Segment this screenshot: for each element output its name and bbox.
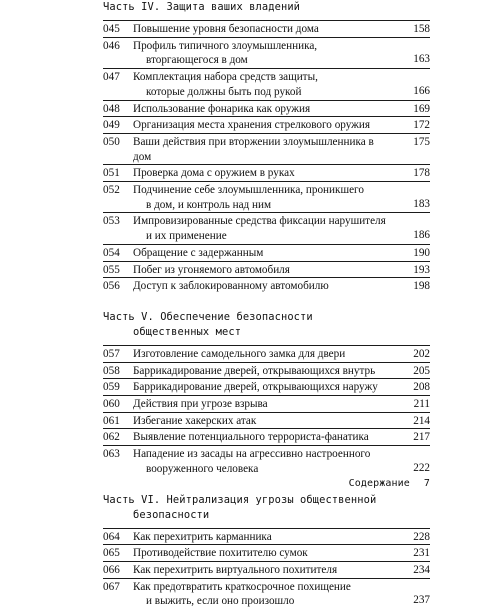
toc-entry	[103, 428, 430, 445]
entry-number: 063	[103, 448, 120, 461]
page-footer	[349, 478, 430, 490]
entry-number: 061	[103, 414, 120, 427]
entry-page-number: 222	[413, 461, 430, 474]
entry-number: 050	[103, 135, 120, 148]
entry-page-number: 228	[413, 530, 430, 543]
entry-title-line: Баррикадирование дверей, открывающихся внутрь	[133, 364, 376, 377]
entry-page-number: 169	[413, 102, 430, 115]
entry-title-line: Как перехитрить карманника	[133, 530, 272, 543]
entry-title-line: Импровизированные средства фиксации нарушителя	[133, 215, 386, 228]
entry-number: 065	[103, 547, 120, 560]
entry-title-line: Баррикадирование дверей, открывающихся наружу	[133, 381, 378, 394]
entry-number: 058	[103, 364, 120, 377]
toc-entry	[103, 528, 430, 545]
footer-page-number: 7	[423, 478, 430, 489]
toc-entry	[103, 100, 430, 117]
part-title-line: Часть IV. Защита ваших владений	[103, 1, 301, 13]
entry-number: 060	[103, 398, 120, 411]
footer-label: Содержание	[348, 478, 410, 489]
entry-title-line: Профиль типичного злоумышленника,	[133, 39, 318, 52]
part-section	[103, 493, 430, 609]
entry-title-line: Выявление потенциального террориста-фанатика	[133, 431, 369, 444]
entry-number: 067	[103, 580, 120, 593]
entry-number: 052	[103, 184, 120, 197]
entry-title-continuation: вооруженного человека	[146, 462, 259, 475]
entry-number: 064	[103, 530, 120, 543]
entry-number: 053	[103, 215, 120, 228]
entry-number: 048	[103, 102, 120, 115]
entry-number: 054	[103, 246, 120, 259]
toc-entry	[103, 445, 430, 476]
entry-title	[133, 562, 392, 578]
entry-title-line: Доступ к заблокированному автомобилю	[133, 280, 329, 293]
toc-entry	[103, 378, 430, 395]
entry-page-number: 193	[413, 263, 430, 276]
entry-title-line: Действия при угрозе взрыва	[133, 398, 268, 411]
entry-title-line: Проверка дома с оружием в руках	[133, 167, 295, 180]
entry-number: 046	[103, 39, 120, 52]
entry-page-number: 186	[413, 229, 430, 242]
entry-number: 051	[103, 167, 120, 180]
entry-title	[133, 396, 392, 412]
toc-entry	[103, 164, 430, 181]
entry-page-number: 166	[413, 84, 430, 97]
entry-number: 049	[103, 119, 120, 132]
entry-title	[133, 134, 392, 164]
entry-title	[133, 529, 392, 545]
part-title	[103, 493, 430, 523]
entry-number: 045	[103, 23, 120, 35]
entry-page-number: 172	[413, 119, 430, 132]
entry-title-line: Как предотвратить краткосрочное похищение	[133, 580, 351, 593]
entry-title	[133, 69, 392, 99]
entry-page-number: 158	[413, 23, 430, 35]
entry-title-line: Противодействие похитителю сумок	[133, 547, 308, 560]
entry-number: 047	[103, 71, 120, 84]
entry-title-continuation: вторгающегося в дом	[146, 54, 248, 67]
entry-title-line: Обращение с задержанным	[133, 246, 264, 259]
entry-title	[133, 101, 392, 117]
entry-title-line: Побег из угоняемого автомобиля	[133, 263, 290, 276]
entry-title-line: Избегание хакерских атак	[133, 414, 257, 427]
entry-title-line: Изготовление самодельного замка для двери	[133, 347, 346, 360]
entry-page-number: 237	[413, 594, 430, 607]
entry-page-number: 178	[413, 167, 430, 180]
toc-entry	[103, 345, 430, 362]
entry-title-continuation: и выжить, если оно произошло	[146, 595, 295, 608]
entry-title-line: Подчинение себе злоумышленника, проникшего	[133, 184, 364, 197]
entry-page-number: 217	[413, 431, 430, 444]
part-title-continuation: общественных мест	[133, 325, 242, 338]
toc-entry	[103, 412, 430, 429]
part-section	[103, 310, 430, 477]
entry-title-continuation: в дом, и контроль над ним	[146, 198, 272, 211]
toc-entry	[103, 561, 430, 578]
toc-entry	[103, 212, 430, 243]
entry-title-continuation: которые должны быть под рукой	[146, 85, 302, 98]
entry-number: 059	[103, 381, 120, 394]
entry-page-number: 234	[413, 563, 430, 576]
entry-title-line: Использование фонарика как оружия	[133, 102, 311, 115]
entry-title-line: Организация места хранения стрелкового оружия	[133, 119, 371, 132]
part-section	[103, 0, 430, 294]
toc-entry	[103, 261, 430, 278]
entry-page-number: 183	[413, 197, 430, 210]
entry-title	[133, 182, 392, 212]
entry-title-line: Ваши действия при вторжении злоумышленника в дом	[133, 135, 374, 163]
toc-entry	[103, 362, 430, 379]
entry-page-number: 231	[413, 547, 430, 560]
entry-page-number: 211	[413, 398, 430, 411]
entry-title	[133, 579, 392, 609]
entry-title	[133, 165, 392, 181]
entry-title	[133, 446, 392, 476]
toc-entry	[103, 116, 430, 133]
entry-title	[133, 363, 392, 379]
entry-title	[133, 429, 392, 445]
entry-page-number: 202	[413, 347, 430, 360]
entry-title-continuation: и их применение	[146, 230, 227, 243]
entry-number: 057	[103, 347, 120, 360]
entry-title	[133, 278, 392, 294]
part-title-line: Часть VI. Нейтрализация угрозы общественной	[103, 493, 377, 506]
entry-title	[133, 379, 392, 395]
part-title	[103, 0, 430, 15]
entry-title	[133, 346, 392, 362]
toc-entry	[103, 544, 430, 561]
entry-title	[133, 413, 392, 429]
toc-entry	[103, 133, 430, 164]
entry-title	[133, 21, 392, 37]
entry-page-number: 190	[413, 246, 430, 259]
entry-title	[133, 545, 392, 561]
entry-page-number: 175	[413, 135, 430, 148]
toc-entry	[103, 244, 430, 261]
part-title-continuation: безопасности	[133, 508, 210, 521]
toc-entry	[103, 277, 430, 294]
entry-number: 055	[103, 263, 120, 276]
entry-page-number: 198	[413, 280, 430, 293]
entry-title	[133, 117, 392, 133]
entry-page-number: 205	[413, 364, 430, 377]
toc-entry	[103, 20, 430, 37]
part-title	[103, 310, 430, 340]
entry-title-line: Повышение уровня безопасности дома	[133, 23, 319, 35]
toc-entry	[103, 181, 430, 212]
entry-page-number: 163	[413, 53, 430, 66]
toc-entry	[103, 395, 430, 412]
entry-page-number: 208	[413, 381, 430, 394]
table-of-contents	[103, 0, 430, 609]
toc-entry	[103, 37, 430, 68]
toc-entry	[103, 578, 430, 609]
entry-number: 062	[103, 431, 120, 444]
entry-title-line: Нападение из засады на агрессивно настроенного	[133, 448, 371, 461]
entry-title-line: Как перехитрить виртуального похитителя	[133, 563, 338, 576]
entry-page-number: 214	[413, 414, 430, 427]
entry-title-line: Комплектация набора средств защиты,	[133, 71, 318, 84]
entry-title	[133, 262, 392, 278]
entry-title	[133, 38, 392, 68]
toc-entry	[103, 68, 430, 99]
entry-number: 056	[103, 280, 120, 293]
part-title-line: Часть V. Обеспечение безопасности	[103, 310, 313, 323]
entry-title	[133, 213, 392, 243]
entry-number: 066	[103, 563, 120, 576]
entry-title	[133, 245, 392, 261]
